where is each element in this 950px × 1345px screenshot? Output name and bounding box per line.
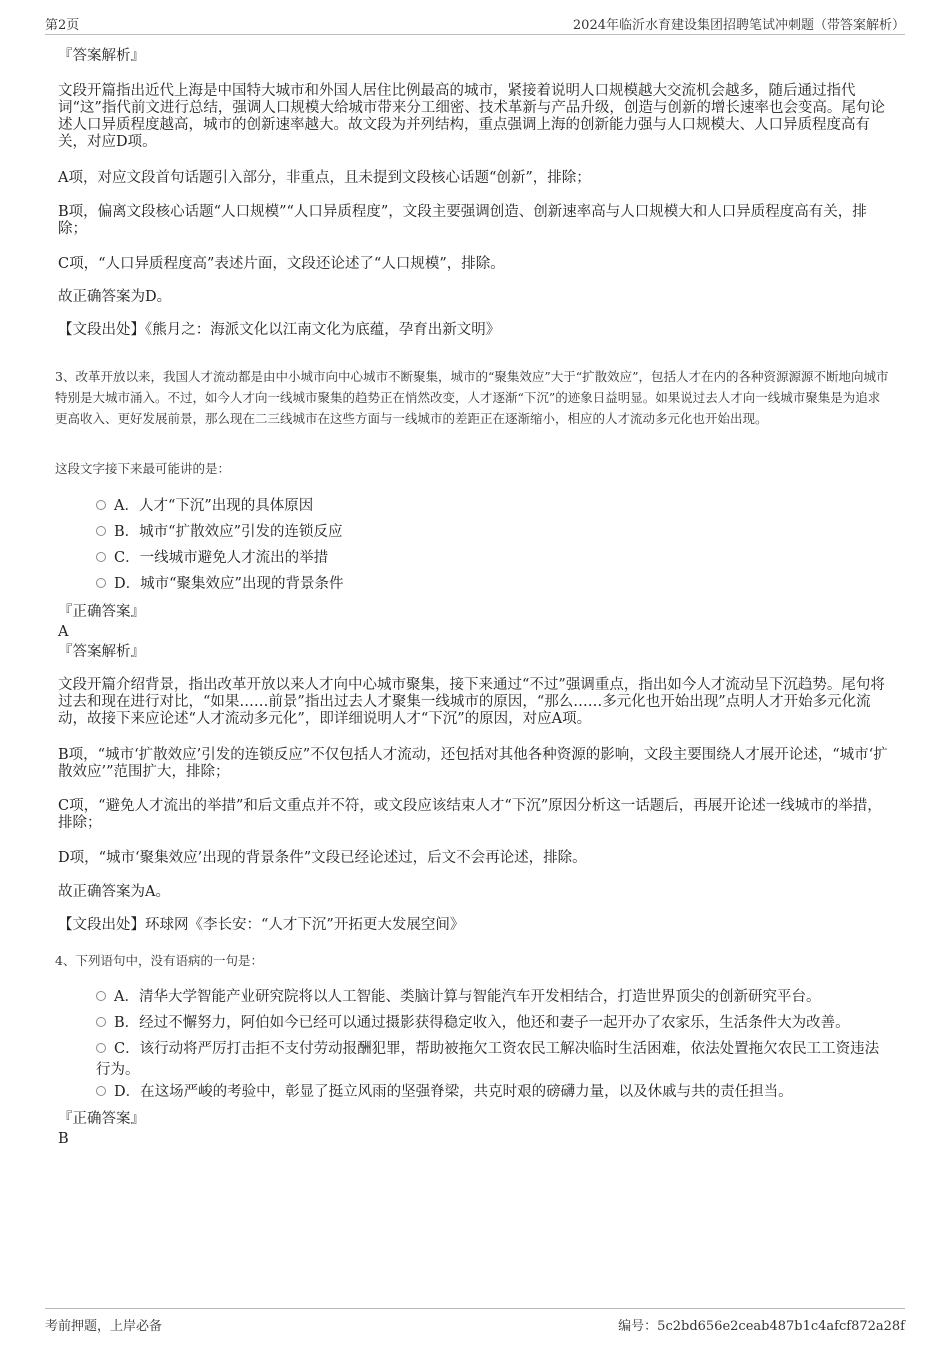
correct-answer: B <box>58 1131 69 1147</box>
analysis-option-c: C项，“避免人才流出的举措”和后文重点并不符，或文段应该结束人才“下沉”原因分析这一话题后，再展开论述一线城市的举措，排除； <box>58 798 882 831</box>
correct-answer-label: 『正确答案』 <box>58 1111 145 1127</box>
radio-button[interactable] <box>96 578 106 588</box>
analysis-conclusion: 故正确答案为A。 <box>58 884 170 900</box>
option-label: A．人才“下沉”出现的具体原因 <box>114 498 314 514</box>
analysis-label: 『答案解析』 <box>58 644 145 660</box>
radio-button[interactable] <box>96 526 106 536</box>
analysis-label: 『答案解析』 <box>58 48 145 64</box>
correct-answer: A <box>58 624 69 640</box>
radio-button[interactable] <box>96 991 106 1001</box>
option-label: D．城市“聚集效应”出现的背景条件 <box>114 576 344 592</box>
passage-source: 【文段出处】《熊月之：海派文化以江南文化为底蕴，孕育出新文明》 <box>58 322 501 338</box>
analysis-option-c: C项，“人口异质程度高”表述片面，文段还论述了“人口规模”，排除。 <box>58 256 505 272</box>
option-label: D．在这场严峻的考验中，彰显了挺立风雨的坚强脊梁，共克时艰的磅礴力量，以及休戚与共的责任担当。 <box>114 1084 793 1100</box>
correct-answer-label: 『正确答案』 <box>58 604 145 620</box>
question-3-option-a[interactable] <box>96 496 890 517</box>
analysis-option-a: A项，对应文段首句话题引入部分，非重点，且未提到文段核心话题“创新”，排除； <box>58 170 591 186</box>
radio-button[interactable] <box>96 500 106 510</box>
question-3-option-c[interactable] <box>96 548 890 569</box>
analysis-option-b: B项，偏离文段核心话题“人口规模”“人口异质程度”，文段主要强调创造、创新速率高与人口规模大和人口异质程度高有关，排除； <box>58 204 867 237</box>
option-label: C．一线城市避免人才流出的举措 <box>114 550 329 566</box>
question-4-stem: 4、下列语句中，没有语病的一句是： <box>55 953 263 968</box>
option-label: B．经过不懈努力，阿伯如今已经可以通过摄影获得稳定收入，他还和妻子一起开办了农家乐，生活条件大为改善。 <box>114 1015 850 1031</box>
question-4-option-d[interactable] <box>96 1082 890 1103</box>
question-4-option-a[interactable] <box>96 987 890 1008</box>
option-label: A．清华大学智能产业研究院将以人工智能、类脑计算与智能汽车开发相结合，打造世界顶尖的创新研究平台。 <box>114 989 821 1005</box>
question-3-option-b[interactable] <box>96 522 890 543</box>
document-id: 编号：5c2bd656e2ceab487b1c4afcf872a28f <box>618 1319 905 1334</box>
footer-slogan: 考前押题，上岸必备 <box>45 1319 163 1334</box>
analysis-option-d: D项，“城市‘聚集效应’出现的背景条件”文段已经论述过，后文不会再论述，排除。 <box>58 850 587 866</box>
page-number: 第2页 <box>45 18 80 33</box>
document-title: 2024年临沂水育建设集团招聘笔试冲刺题（带答案解析） <box>572 18 905 33</box>
radio-button[interactable] <box>96 1017 106 1027</box>
analysis-paragraph: 文段开篇指出近代上海是中国特大城市和外国人居住比例最高的城市，紧接着说明人口规模越大交流机会越多，随后通过指代词“这”指代前文进行总结，强调人口规模大给城市带来分工细密、技术革新与产品升级，创造与创新的增长速率也会变高。尾句论述人口异质程度越高，城市的创新速率越大。故文段为并列结构，重点强调上海的创新能力强与人口规模大、人口异质程度高有关，对应D项。 <box>58 83 885 150</box>
radio-button[interactable] <box>96 1043 106 1053</box>
analysis-option-b: B项，“城市‘扩散效应’引发的连锁反应”不仅包括人才流动，还包括对其他各种资源的影响，文段主要围绕人才展开论述，“城市‘扩散效应’”范围扩大，排除； <box>58 747 888 780</box>
passage-source: 【文段出处】环球网《李长安：“人才下沉”开拓更大发展空间》 <box>58 917 465 933</box>
analysis-conclusion: 故正确答案为D。 <box>58 289 172 305</box>
option-label: C．该行动将严厉打击拒不支付劳动报酬犯罪，帮助被拖欠工资农民工解决临时生活困难，依法处置拖欠农民工工资违法行为。 <box>96 1041 880 1078</box>
question-4-option-b[interactable] <box>96 1013 890 1034</box>
radio-button[interactable] <box>96 1086 106 1096</box>
radio-button[interactable] <box>96 552 106 562</box>
question-3-stem: 3、改革开放以来，我国人才流动都是由中小城市向中心城市不断聚集，城市的“聚集效应”大于“扩散效应”，包括人才在内的各种资源源源不断地向城市特别是大城市涌入。不过，如今人才向一线城市聚集的趋势正在悄然改变，人才逐渐“下沉”的迹象日益明显。如果说过去人才向一线城市聚集是为追求更高收入、更好发展前景，那么现在二三线城市在这些方面与一线城市的差距正在逐渐缩小，相应的人才流动多元化也开始出现。 <box>55 369 889 426</box>
page-footer <box>45 1308 905 1337</box>
option-label: B．城市“扩散效应”引发的连锁反应 <box>114 524 343 540</box>
analysis-paragraph: 文段开篇介绍背景，指出改革开放以来人才向中心城市聚集，接下来通过“不过”强调重点，指出如今人才流动呈下沉趋势。尾句将过去和现在进行对比，“如果……前景”指出过去人才聚集一线城市的原因，“那么……多元化也开始出现”点明人才开始多元化流动，故接下来应论述“人才流动多元化”，即详细说明人才“下沉”的原因，对应A项。 <box>58 677 885 727</box>
question-3-option-d[interactable] <box>96 574 890 595</box>
question-4-option-c[interactable] <box>96 1039 890 1081</box>
question-3-prompt: 这段文字接下来最可能讲的是： <box>55 461 231 476</box>
